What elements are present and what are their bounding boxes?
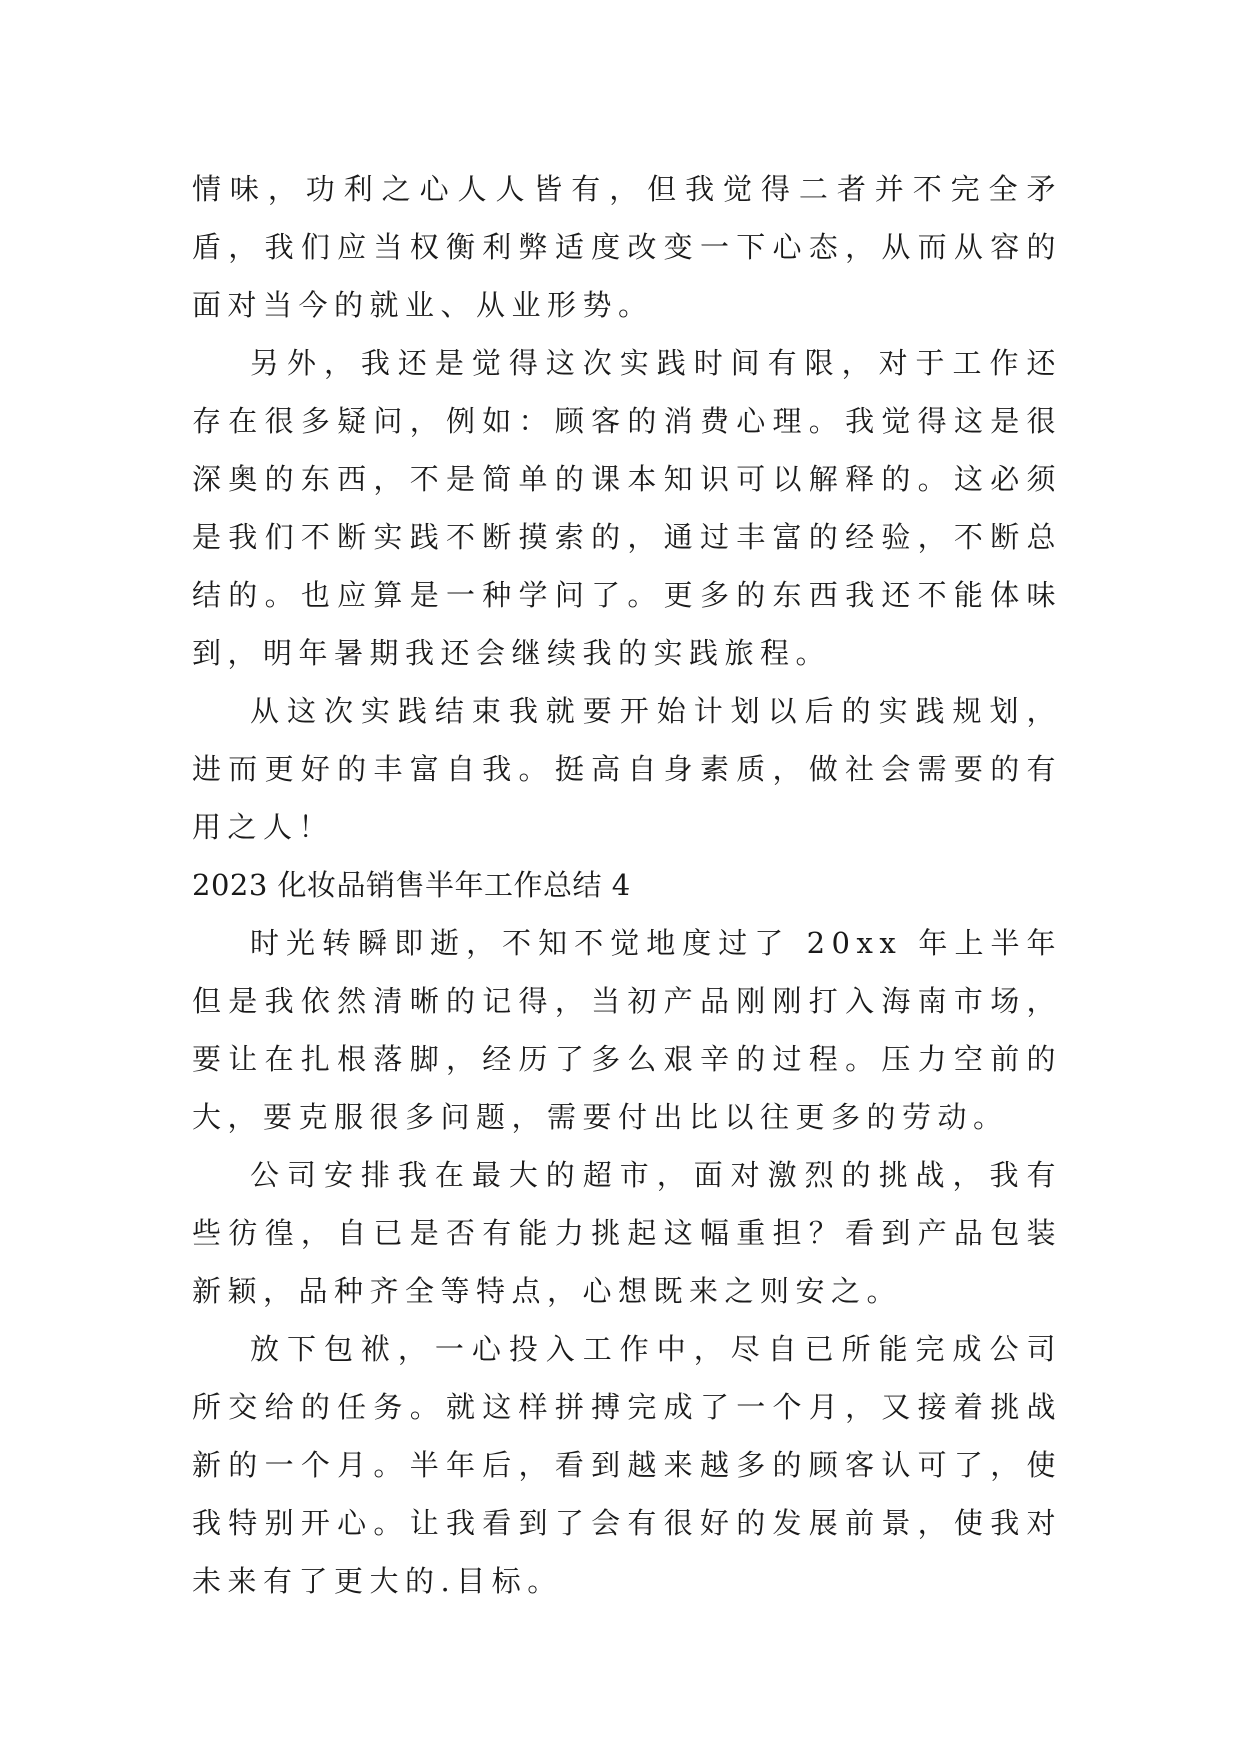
paragraph: 从这次实践结束我就要开始计划以后的实践规划，进而更好的丰富自我。挺高自身素质，做社会需要的有用之人！ [192, 694, 1062, 844]
paragraph: 情味，功利之心人人皆有，但我觉得二者并不完全矛盾，我们应当权衡利弊适度改变一下心态，从而从容的面对当今的就业、从业形势。 [192, 172, 1062, 322]
paragraph: 放下包袱，一心投入工作中，尽自已所能完成公司所交给的任务。就这样拼搏完成了一个月，又接着挑战新的一个月。半年后，看到越来越多的顾客认可了，使我特别开心。让我看到了会有很好的发展前景，使我对未来有了更大的.目标。 [192, 1332, 1062, 1598]
paragraph: 时光转瞬即逝，不知不觉地度过了 20xx 年上半年但是我依然清晰的记得，当初产品刚刚打入海南市场，要让在扎根落脚，经历了多么艰辛的过程。压力空前的大，要克服很多问题，需要付出比以往更多的劳动。 [192, 926, 1062, 1134]
paragraph: 公司安排我在最大的超市，面对激烈的挑战，我有些彷徨，自已是否有能力挑起这幅重担？看到产品包装新颖，品种齐全等特点，心想既来之则安之。 [192, 1158, 1062, 1308]
document-body [192, 160, 1062, 1610]
paragraph: 另外，我还是觉得这次实践时间有限，对于工作还存在很多疑问，例如：顾客的消费心理。我觉得这是很深奥的东西，不是简单的课本知识可以解释的。这必须是我们不断实践不断摸索的，通过丰富的经验，不断总结的。也应算是一种学问了。更多的东西我还不能体味到，明年暑期我还会继续我的实践旅程。 [192, 346, 1062, 670]
section-heading: 2023 化妆品销售半年工作总结 4 [192, 868, 631, 902]
